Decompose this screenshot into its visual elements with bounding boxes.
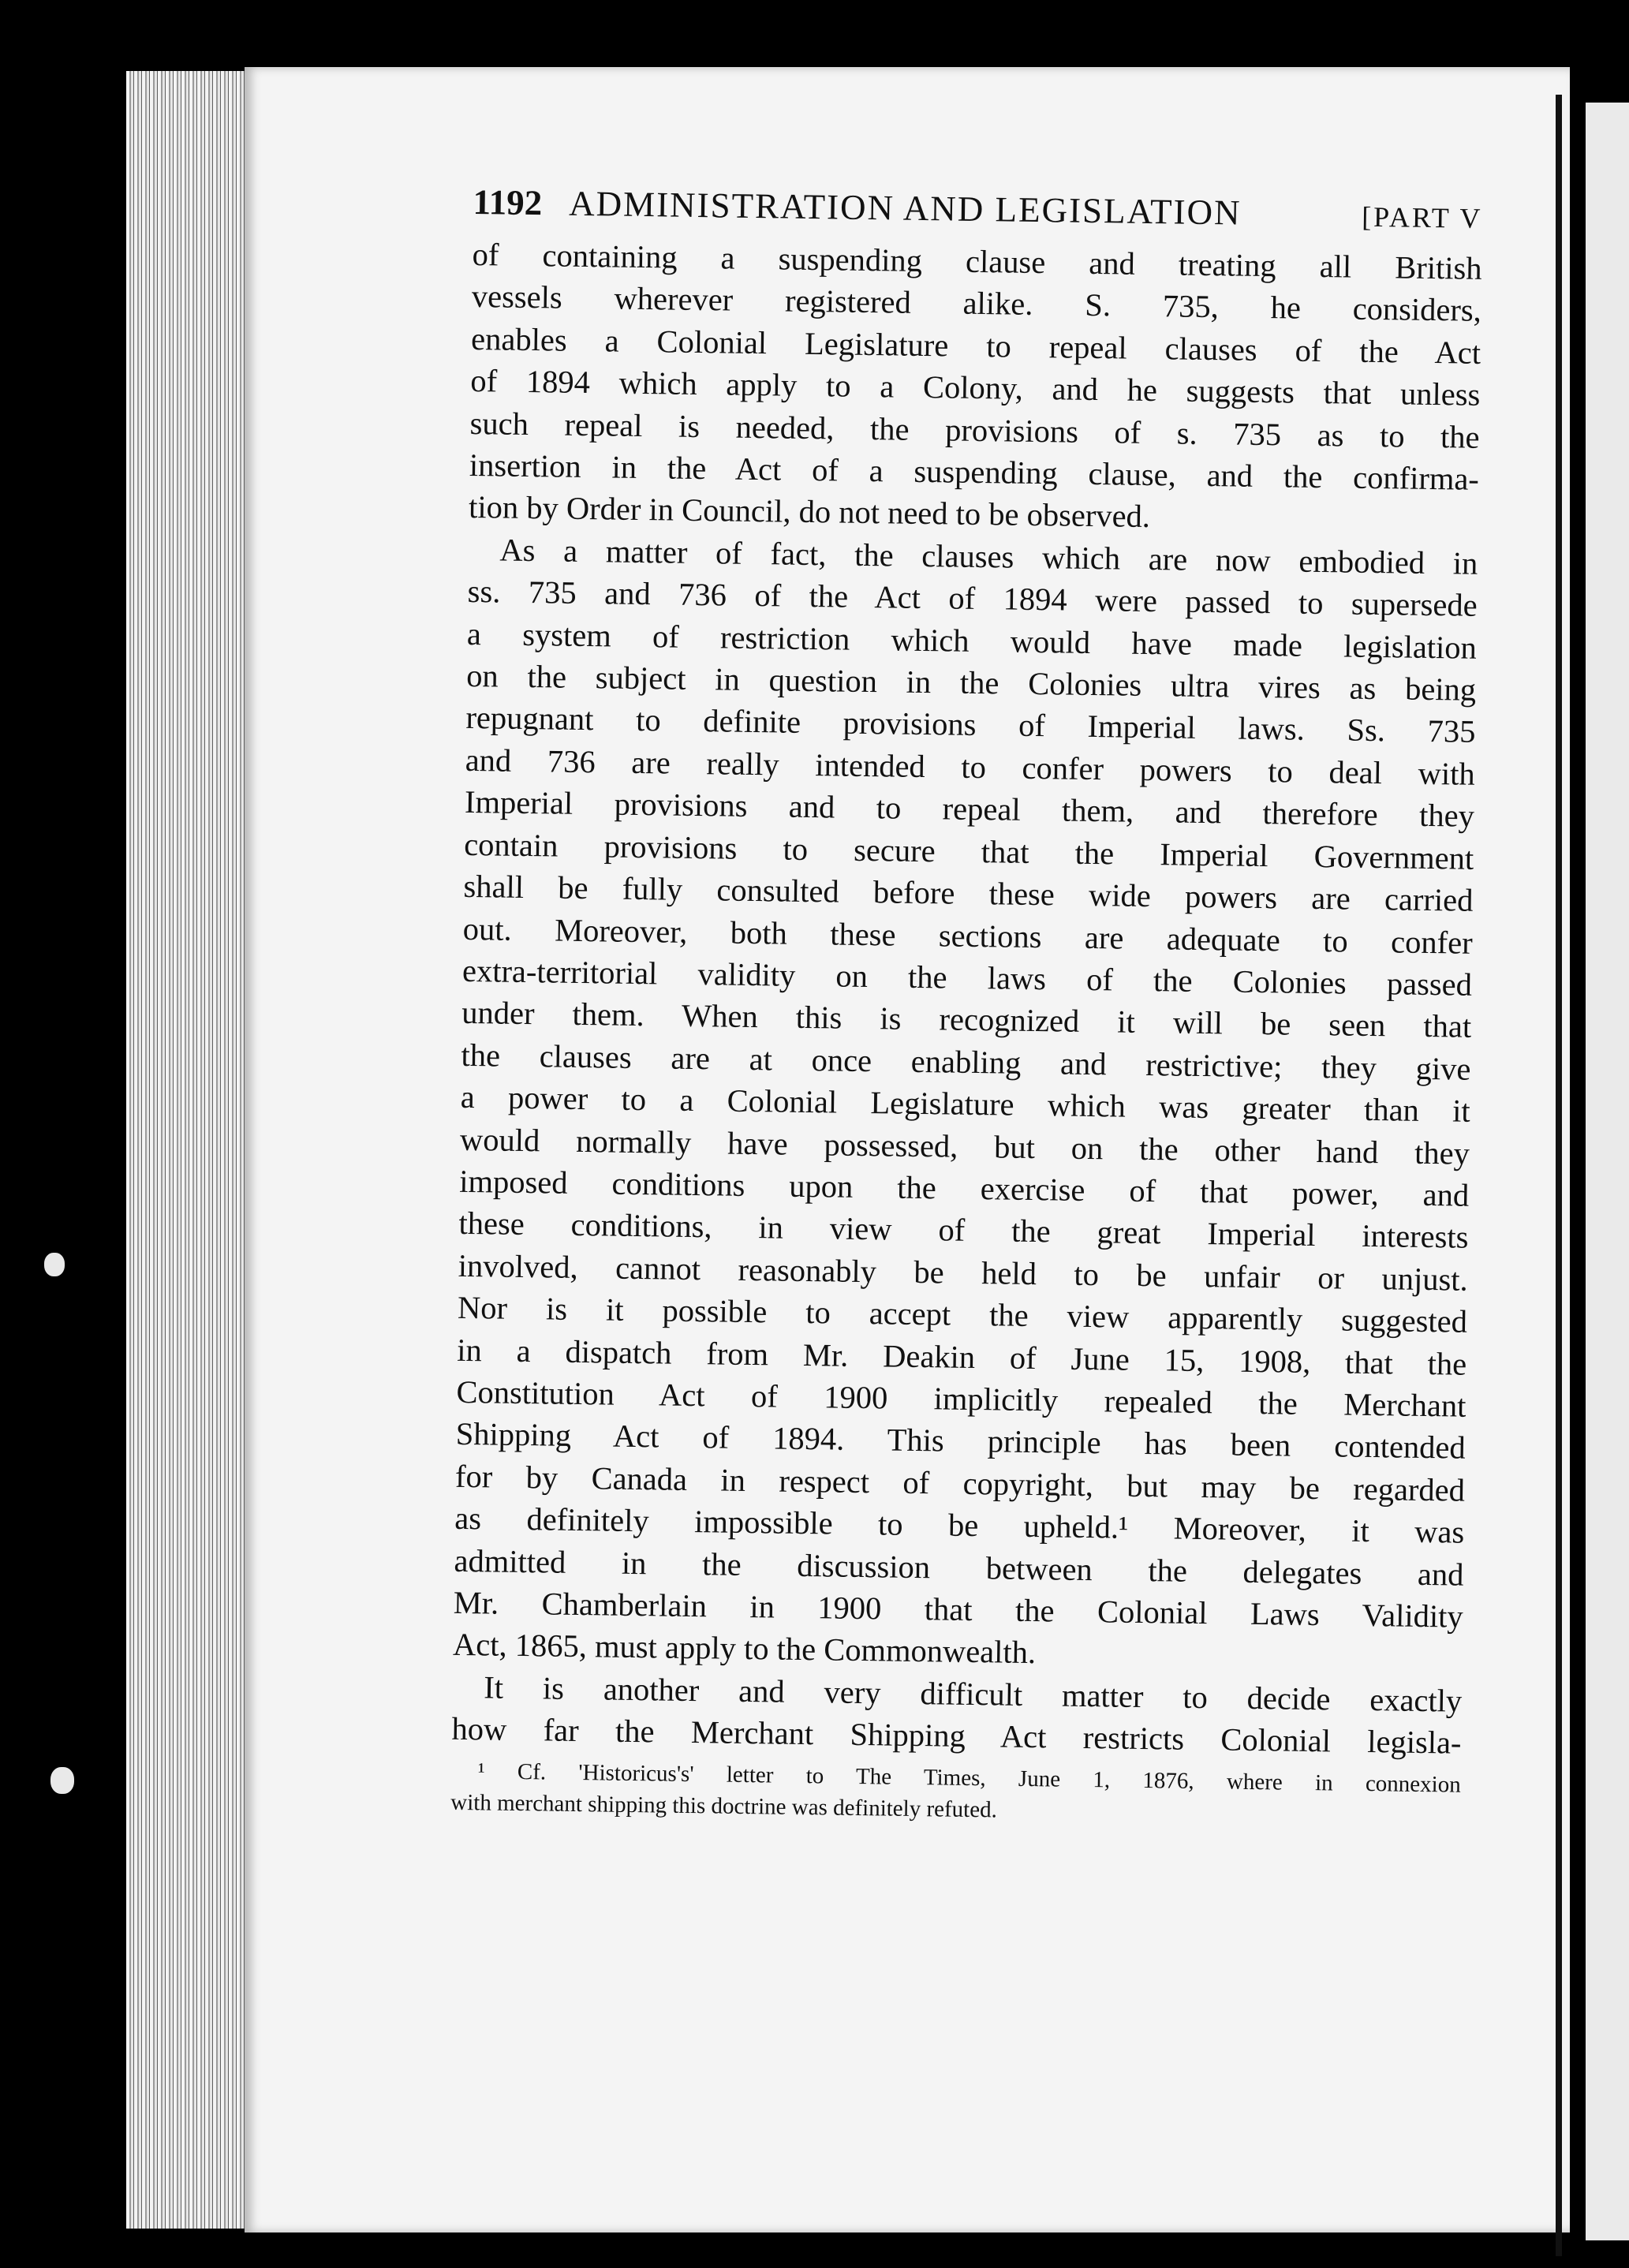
text-line: in a dispatch from Mr. Deakin of June 15, 1908, that the: [457, 1332, 1467, 1382]
text-line: for by Canada in respect of copyright, but may be regarded: [454, 1458, 1466, 1508]
text-line: under them. When this is recognized it will be seen that: [461, 995, 1472, 1045]
text-line: repugnant to definite provisions of Imperial laws. Ss. 735: [465, 700, 1476, 750]
text-line: Shipping Act of 1894. This principle has been contended: [455, 1416, 1466, 1467]
text-line: how far the Merchant Shipping Act restricts Colonial legisla-: [451, 1711, 1462, 1761]
text-line: Nor is it possible to accept the view apparently suggested: [457, 1290, 1468, 1340]
text-line: such repeal is needed, the provisions of s. 735 as to the: [469, 405, 1480, 455]
text-line: extra-territorial validity on the laws of the Colonies passed: [461, 952, 1473, 1003]
text-line: vessels wherever registered alike. S. 735, he considers,: [471, 278, 1482, 329]
running-head: ADMINISTRATION AND LEGISLATION: [568, 183, 1242, 233]
text-line: the clauses are at once enabling and restrictive; they give: [461, 1037, 1471, 1087]
book-edge: [126, 71, 252, 2229]
text-line: would normally have possessed, but on the other hand they: [459, 1121, 1470, 1171]
text-line: and 736 are really intended to confer powers to deal with: [465, 742, 1475, 792]
text-line: of containing a suspending clause and treating all British: [472, 236, 1482, 286]
text-line: on the subject in question in the Colonies ultra vires as being: [465, 658, 1477, 708]
facing-page-edge: [1586, 103, 1629, 2240]
text-line: as definitely impossible to be upheld.¹ Moreover, it was: [454, 1500, 1465, 1550]
text-line: out. Moreover, both these sections are adequate to confer: [462, 910, 1473, 961]
text-line: contain provisions to secure that the Imperial Government: [463, 826, 1474, 876]
text-line: insertion in the Act of a suspending clause, and the confirma-: [469, 447, 1480, 497]
part-label: [PART V: [1361, 200, 1483, 234]
text-line: admitted in the discussion between the delegates and: [454, 1542, 1464, 1593]
text-line: Constitution Act of 1900 implicitly repealed the Merchant: [456, 1373, 1466, 1424]
body-text: [451, 234, 1482, 1764]
text-line: a system of restriction which would have made legislation: [466, 615, 1478, 666]
text-line: tion by Order in Council, do not need to be observed.: [468, 489, 1151, 535]
text-line: shall be fully consulted before these wide powers are carried: [463, 869, 1474, 918]
text-line: Imperial provisions and to repeal them, and therefore they: [464, 784, 1475, 835]
text-line: enables a Colonial Legislature to repeal clauses of the Act: [470, 320, 1481, 371]
text-line: involved, cannot reasonably be held to be unfair or unjust.: [458, 1247, 1469, 1298]
footnote-line: with merchant shipping this doctrine was definitely refuted.: [450, 1789, 998, 1823]
text-line: Mr. Chamberlain in 1900 that the Colonial Laws Validity: [453, 1584, 1464, 1635]
page-gutter: [1556, 95, 1562, 2256]
text-line: these conditions, in view of the great Imperial interests: [458, 1205, 1469, 1256]
scan-speck: [50, 1767, 74, 1794]
text-line: of 1894 which apply to a Colony, and he suggests that unless: [470, 363, 1481, 413]
page-content: [450, 181, 1483, 1832]
text-line: Act, 1865, must apply to the Commonwealth.: [452, 1627, 1037, 1671]
text-line: It is another and very difficult matter to decide exactly: [484, 1669, 1463, 1719]
text-line: imposed conditions upon the exercise of that power, and: [458, 1163, 1470, 1213]
text-line: ss. 735 and 736 of the Act of 1894 were passed to supersede: [467, 574, 1478, 624]
scan-speck: [44, 1253, 65, 1276]
footnote-line: ¹ Cf. 'Historicus's' letter to The Times, June 1, 1876, where in connexion: [477, 1758, 1461, 1798]
text-line: As a matter of fact, the clauses which are now embodied in: [499, 532, 1478, 581]
page-number: 1192: [473, 181, 543, 223]
text-line: a power to a Colonial Legislature which was greater than it: [460, 1079, 1470, 1129]
